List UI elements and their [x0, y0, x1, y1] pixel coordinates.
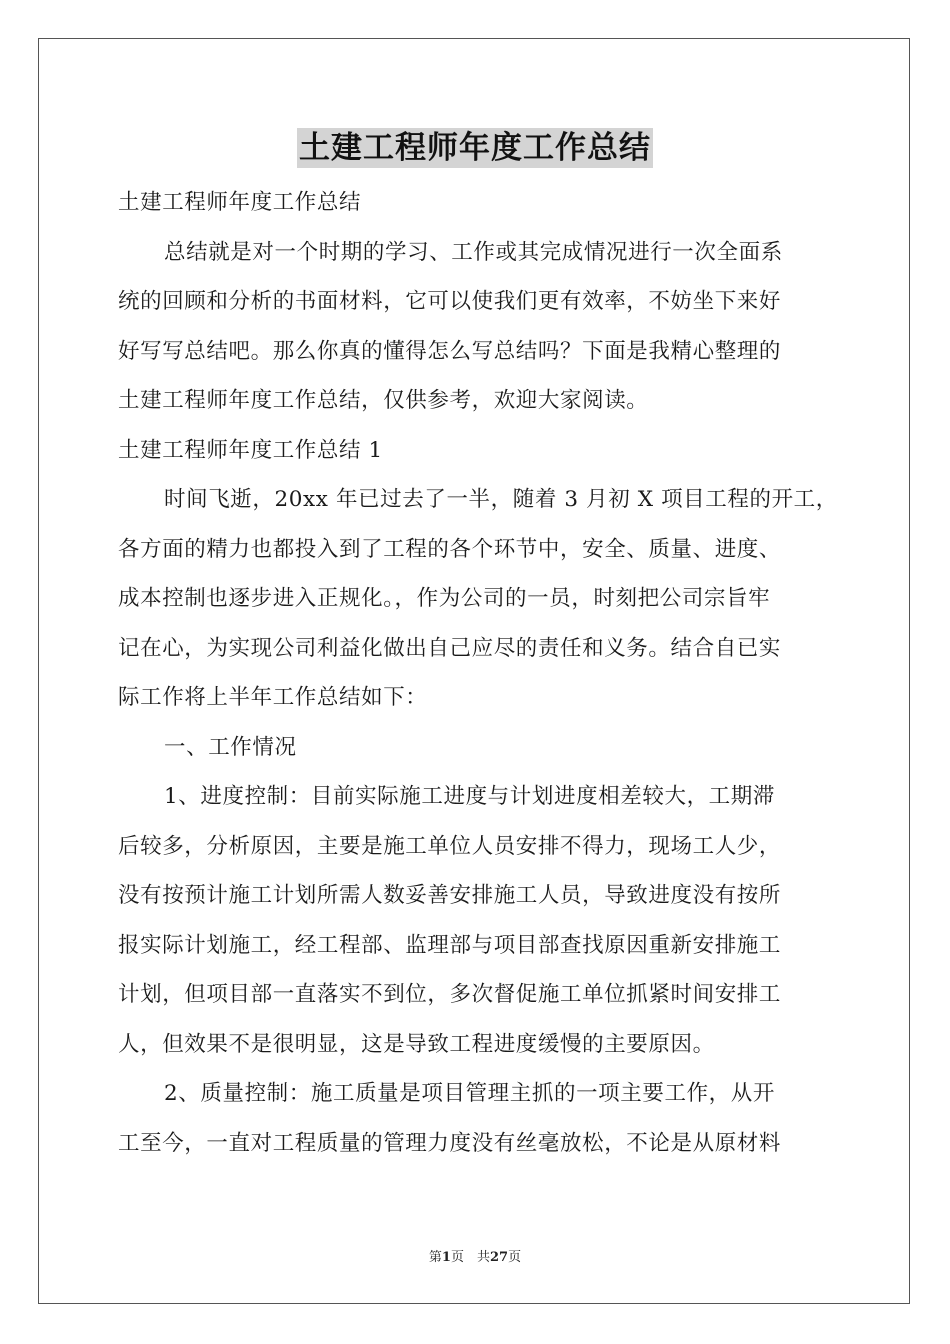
page-current: 1 — [441, 1250, 451, 1265]
paragraph-line: 总结就是对一个时期的学习、工作或其完成情况进行一次全面系 — [164, 239, 783, 265]
section-heading: 土建工程师年度工作总结 1 — [118, 437, 383, 463]
paragraph-line: 土建工程师年度工作总结，仅供参考，欢迎大家阅读。 — [118, 388, 649, 413]
page-mid: 页 共 — [450, 1250, 490, 1265]
paragraph-line: 没有按预计施工计划所需人数妥善安排施工人员，导致进度没有按所 — [118, 883, 782, 908]
paragraph-line: 统的回顾和分析的书面材料，它可以使我们更有效率，不妨坐下来好 — [118, 289, 782, 314]
paragraph-line: 各方面的精力也都投入到了工程的各个环节中，安全、质量、进度、 — [118, 536, 782, 562]
page-prefix: 第 — [428, 1250, 442, 1265]
page-total: 27 — [489, 1250, 509, 1265]
title-container — [0, 128, 950, 168]
document-title: 土建工程师年度工作总结 — [299, 130, 651, 166]
paragraph-line: 报实际计划施工，经工程部、监理部与项目部查找原因重新安排施工 — [118, 932, 782, 958]
paragraph-line: 后较多，分析原因，主要是施工单位人员安排不得力，现场工人少， — [118, 833, 782, 859]
paragraph-line: 2、质量控制：施工质量是项目管理主抓的一项主要工作，从开 — [164, 1081, 775, 1106]
paragraph-line: 际工作将上半年工作总结如下： — [118, 685, 428, 710]
page-footer — [0, 1246, 950, 1265]
paragraph-line: 工至今，一直对工程质量的管理力度没有丝毫放松，不论是从原材料 — [118, 1130, 782, 1156]
page-suffix: 页 — [508, 1250, 522, 1265]
paragraph-line: 时间飞逝，20xx 年已过去了一半，随着 3 月初 X 项目工程的开工， — [164, 487, 838, 512]
document-body — [118, 178, 840, 1168]
paragraph-line: 人，但效果不是很明显，这是导致工程进度缓慢的主要原因。 — [118, 1031, 715, 1057]
paragraph-line: 记在心，为实现公司利益化做出自己应尽的责任和义务。结合自已实 — [118, 635, 782, 661]
paragraph-line: 成本控制也逐步进入正规化。，作为公司的一员，时刻把公司宗旨牢 — [118, 586, 771, 611]
paragraph-line: 好写写总结吧。那么你真的懂得怎么写总结吗？下面是我精心整理的 — [118, 338, 782, 364]
subsection-heading: 一、工作情况 — [164, 734, 297, 760]
subtitle-line: 土建工程师年度工作总结 — [118, 190, 362, 215]
paragraph-line: 计划，但项目部一直落实不到位，多次督促施工单位抓紧时间安排工 — [118, 982, 782, 1007]
paragraph-line: 1、进度控制：目前实际施工进度与计划进度相差较大，工期滞 — [164, 784, 775, 809]
